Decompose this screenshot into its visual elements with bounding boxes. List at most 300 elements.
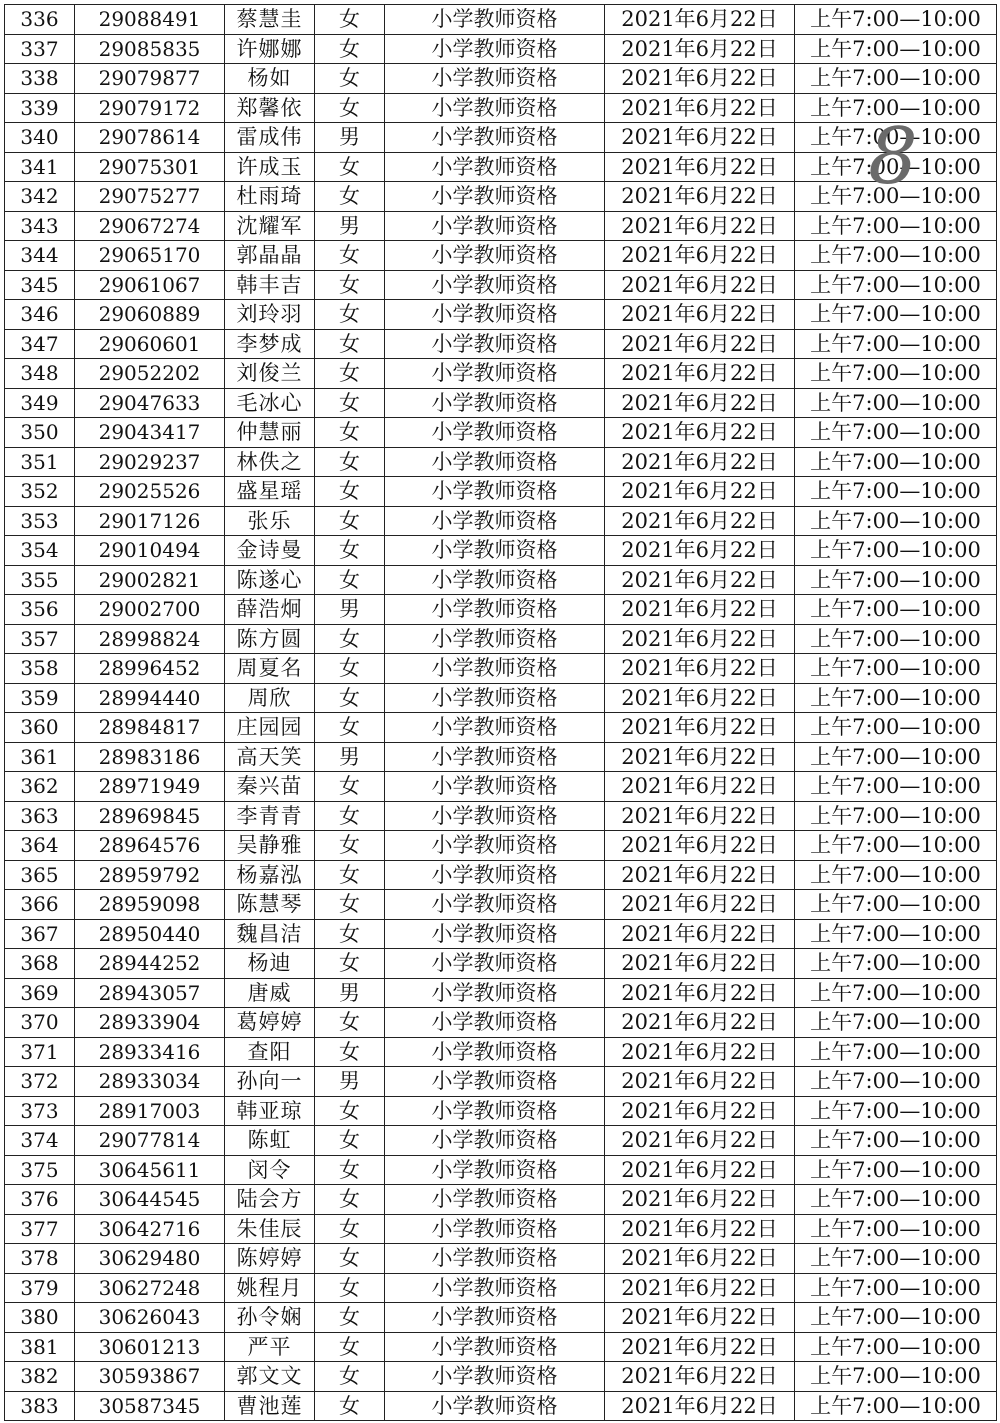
table-row <box>5 34 997 64</box>
table-row <box>5 772 997 802</box>
candidate-id-cell: 28950440 <box>75 919 225 949</box>
subject-cell: 小学教师资格 <box>385 713 605 743</box>
subject-cell: 小学教师资格 <box>385 654 605 684</box>
exam-date-cell: 2021年6月22日 <box>605 1096 795 1126</box>
candidate-id-cell: 30587345 <box>75 1391 225 1421</box>
exam-time-cell: 上午7:00—10:00 <box>795 595 997 625</box>
gender-cell: 女 <box>315 1244 385 1274</box>
table-body <box>5 5 997 1421</box>
table-row <box>5 211 997 241</box>
candidate-id-cell: 28933034 <box>75 1067 225 1097</box>
exam-time-cell: 上午7:00—10:00 <box>795 1008 997 1038</box>
candidate-id-cell: 30642716 <box>75 1214 225 1244</box>
exam-time-cell: 上午7:00—10:00 <box>795 919 997 949</box>
subject-cell: 小学教师资格 <box>385 860 605 890</box>
subject-cell: 小学教师资格 <box>385 359 605 389</box>
table-row <box>5 919 997 949</box>
row-number-cell: 341 <box>5 152 75 182</box>
candidate-name-cell: 郭文文 <box>225 1362 315 1392</box>
table-row <box>5 742 997 772</box>
candidate-name-cell: 韩亚琼 <box>225 1096 315 1126</box>
table-row <box>5 1391 997 1421</box>
subject-cell: 小学教师资格 <box>385 949 605 979</box>
gender-cell: 女 <box>315 713 385 743</box>
candidate-name-cell: 张乐 <box>225 506 315 536</box>
candidate-id-cell: 30593867 <box>75 1362 225 1392</box>
subject-cell: 小学教师资格 <box>385 1332 605 1362</box>
candidate-id-cell: 29043417 <box>75 418 225 448</box>
row-number-cell: 376 <box>5 1185 75 1215</box>
row-number-cell: 372 <box>5 1067 75 1097</box>
table-row <box>5 93 997 123</box>
candidate-name-cell: 蔡慧圭 <box>225 5 315 35</box>
exam-time-cell: 上午7:00—10:00 <box>795 388 997 418</box>
candidate-name-cell: 孙令娴 <box>225 1303 315 1333</box>
candidate-id-cell: 30629480 <box>75 1244 225 1274</box>
table-row <box>5 477 997 507</box>
exam-date-cell: 2021年6月22日 <box>605 801 795 831</box>
exam-date-cell: 2021年6月22日 <box>605 506 795 536</box>
row-number-cell: 336 <box>5 5 75 35</box>
gender-cell: 女 <box>315 1273 385 1303</box>
subject-cell: 小学教师资格 <box>385 241 605 271</box>
exam-date-cell: 2021年6月22日 <box>605 683 795 713</box>
candidate-table <box>4 4 997 1421</box>
row-number-cell: 351 <box>5 447 75 477</box>
table-row <box>5 329 997 359</box>
subject-cell: 小学教师资格 <box>385 93 605 123</box>
exam-date-cell: 2021年6月22日 <box>605 241 795 271</box>
exam-time-cell: 上午7:00—10:00 <box>795 890 997 920</box>
candidate-id-cell: 29075301 <box>75 152 225 182</box>
candidate-id-cell: 29079172 <box>75 93 225 123</box>
gender-cell: 女 <box>315 241 385 271</box>
gender-cell: 女 <box>315 1362 385 1392</box>
exam-time-cell: 上午7:00—10:00 <box>795 64 997 94</box>
table-row <box>5 831 997 861</box>
candidate-name-cell: 陆会方 <box>225 1185 315 1215</box>
candidate-id-cell: 28917003 <box>75 1096 225 1126</box>
candidate-id-cell: 29047633 <box>75 388 225 418</box>
table-row <box>5 1214 997 1244</box>
subject-cell: 小学教师资格 <box>385 34 605 64</box>
exam-date-cell: 2021年6月22日 <box>605 5 795 35</box>
subject-cell: 小学教师资格 <box>385 123 605 153</box>
table-row <box>5 447 997 477</box>
candidate-id-cell: 28933904 <box>75 1008 225 1038</box>
candidate-name-cell: 许成玉 <box>225 152 315 182</box>
gender-cell: 女 <box>315 654 385 684</box>
subject-cell: 小学教师资格 <box>385 1126 605 1156</box>
row-number-cell: 374 <box>5 1126 75 1156</box>
row-number-cell: 349 <box>5 388 75 418</box>
gender-cell: 男 <box>315 978 385 1008</box>
gender-cell: 女 <box>315 772 385 802</box>
table-row <box>5 683 997 713</box>
exam-date-cell: 2021年6月22日 <box>605 93 795 123</box>
candidate-id-cell: 29085835 <box>75 34 225 64</box>
candidate-id-cell: 29061067 <box>75 270 225 300</box>
candidate-id-cell: 28984817 <box>75 713 225 743</box>
gender-cell: 女 <box>315 418 385 448</box>
subject-cell: 小学教师资格 <box>385 1214 605 1244</box>
candidate-name-cell: 庄园园 <box>225 713 315 743</box>
exam-time-cell: 上午7:00—10:00 <box>795 1244 997 1274</box>
exam-time-cell: 上午7:00—10:00 <box>795 182 997 212</box>
candidate-id-cell: 30644545 <box>75 1185 225 1215</box>
exam-time-cell: 上午7:00—10:00 <box>795 1155 997 1185</box>
candidate-id-cell: 29067274 <box>75 211 225 241</box>
candidate-name-cell: 高天笑 <box>225 742 315 772</box>
exam-time-cell: 上午7:00—10:00 <box>795 978 997 1008</box>
exam-date-cell: 2021年6月22日 <box>605 595 795 625</box>
exam-time-cell: 上午7:00—10:00 <box>795 270 997 300</box>
candidate-name-cell: 沈耀军 <box>225 211 315 241</box>
table-row <box>5 1008 997 1038</box>
gender-cell: 女 <box>315 1391 385 1421</box>
candidate-id-cell: 29075277 <box>75 182 225 212</box>
row-number-cell: 383 <box>5 1391 75 1421</box>
candidate-name-cell: 陈慧琴 <box>225 890 315 920</box>
gender-cell: 男 <box>315 211 385 241</box>
gender-cell: 女 <box>315 801 385 831</box>
table-row <box>5 565 997 595</box>
candidate-id-cell: 29077814 <box>75 1126 225 1156</box>
exam-date-cell: 2021年6月22日 <box>605 152 795 182</box>
subject-cell: 小学教师资格 <box>385 801 605 831</box>
table-row <box>5 418 997 448</box>
row-number-cell: 368 <box>5 949 75 979</box>
exam-date-cell: 2021年6月22日 <box>605 1067 795 1097</box>
table-row <box>5 1273 997 1303</box>
row-number-cell: 371 <box>5 1037 75 1067</box>
exam-time-cell: 上午7:00—10:00 <box>795 831 997 861</box>
candidate-name-cell: 盛星瑶 <box>225 477 315 507</box>
table-row <box>5 536 997 566</box>
row-number-cell: 353 <box>5 506 75 536</box>
exam-date-cell: 2021年6月22日 <box>605 978 795 1008</box>
table-row <box>5 359 997 389</box>
subject-cell: 小学教师资格 <box>385 477 605 507</box>
row-number-cell: 350 <box>5 418 75 448</box>
subject-cell: 小学教师资格 <box>385 1008 605 1038</box>
exam-date-cell: 2021年6月22日 <box>605 1303 795 1333</box>
row-number-cell: 362 <box>5 772 75 802</box>
candidate-name-cell: 刘俊兰 <box>225 359 315 389</box>
exam-time-cell: 上午7:00—10:00 <box>795 359 997 389</box>
gender-cell: 女 <box>315 1126 385 1156</box>
subject-cell: 小学教师资格 <box>385 1185 605 1215</box>
subject-cell: 小学教师资格 <box>385 300 605 330</box>
candidate-id-cell: 28998824 <box>75 624 225 654</box>
exam-date-cell: 2021年6月22日 <box>605 860 795 890</box>
exam-date-cell: 2021年6月22日 <box>605 1332 795 1362</box>
candidate-id-cell: 28933416 <box>75 1037 225 1067</box>
exam-date-cell: 2021年6月22日 <box>605 1244 795 1274</box>
row-number-cell: 343 <box>5 211 75 241</box>
table-row <box>5 270 997 300</box>
table-row <box>5 624 997 654</box>
candidate-id-cell: 28959792 <box>75 860 225 890</box>
table-row <box>5 506 997 536</box>
row-number-cell: 345 <box>5 270 75 300</box>
exam-date-cell: 2021年6月22日 <box>605 1155 795 1185</box>
gender-cell: 女 <box>315 1037 385 1067</box>
subject-cell: 小学教师资格 <box>385 742 605 772</box>
exam-time-cell: 上午7:00—10:00 <box>795 624 997 654</box>
row-number-cell: 338 <box>5 64 75 94</box>
exam-date-cell: 2021年6月22日 <box>605 123 795 153</box>
candidate-id-cell: 30645611 <box>75 1155 225 1185</box>
row-number-cell: 357 <box>5 624 75 654</box>
gender-cell: 女 <box>315 1096 385 1126</box>
exam-time-cell: 上午7:00—10:00 <box>795 1214 997 1244</box>
row-number-cell: 364 <box>5 831 75 861</box>
gender-cell: 男 <box>315 123 385 153</box>
exam-time-cell: 上午7:00—10:00 <box>795 93 997 123</box>
subject-cell: 小学教师资格 <box>385 182 605 212</box>
gender-cell: 女 <box>315 919 385 949</box>
subject-cell: 小学教师资格 <box>385 5 605 35</box>
candidate-id-cell: 29060889 <box>75 300 225 330</box>
exam-time-cell: 上午7:00—10:00 <box>795 1096 997 1126</box>
exam-date-cell: 2021年6月22日 <box>605 742 795 772</box>
exam-time-cell: 上午7:00—10:00 <box>795 300 997 330</box>
exam-date-cell: 2021年6月22日 <box>605 64 795 94</box>
row-number-cell: 358 <box>5 654 75 684</box>
exam-date-cell: 2021年6月22日 <box>605 300 795 330</box>
candidate-id-cell: 30601213 <box>75 1332 225 1362</box>
subject-cell: 小学教师资格 <box>385 1155 605 1185</box>
exam-time-cell: 上午7:00—10:00 <box>795 418 997 448</box>
gender-cell: 女 <box>315 1214 385 1244</box>
subject-cell: 小学教师资格 <box>385 919 605 949</box>
row-number-cell: 347 <box>5 329 75 359</box>
row-number-cell: 375 <box>5 1155 75 1185</box>
subject-cell: 小学教师资格 <box>385 388 605 418</box>
exam-time-cell: 上午7:00—10:00 <box>795 506 997 536</box>
exam-time-cell: 上午7:00—10:00 <box>795 860 997 890</box>
candidate-id-cell: 28996452 <box>75 654 225 684</box>
gender-cell: 女 <box>315 329 385 359</box>
row-number-cell: 361 <box>5 742 75 772</box>
exam-time-cell: 上午7:00—10:00 <box>795 5 997 35</box>
subject-cell: 小学教师资格 <box>385 1391 605 1421</box>
subject-cell: 小学教师资格 <box>385 211 605 241</box>
exam-time-cell: 上午7:00—10:00 <box>795 447 997 477</box>
exam-time-cell: 上午7:00—10:00 <box>795 1303 997 1333</box>
candidate-name-cell: 仲慧丽 <box>225 418 315 448</box>
exam-date-cell: 2021年6月22日 <box>605 1185 795 1215</box>
table-row <box>5 595 997 625</box>
table-row <box>5 123 997 153</box>
table-row <box>5 1185 997 1215</box>
candidate-name-cell: 唐威 <box>225 978 315 1008</box>
row-number-cell: 337 <box>5 34 75 64</box>
exam-date-cell: 2021年6月22日 <box>605 1037 795 1067</box>
gender-cell: 女 <box>315 34 385 64</box>
candidate-id-cell: 28964576 <box>75 831 225 861</box>
subject-cell: 小学教师资格 <box>385 1244 605 1274</box>
row-number-cell: 380 <box>5 1303 75 1333</box>
subject-cell: 小学教师资格 <box>385 506 605 536</box>
row-number-cell: 370 <box>5 1008 75 1038</box>
candidate-id-cell: 29010494 <box>75 536 225 566</box>
candidate-id-cell: 30626043 <box>75 1303 225 1333</box>
row-number-cell: 356 <box>5 595 75 625</box>
row-number-cell: 381 <box>5 1332 75 1362</box>
exam-date-cell: 2021年6月22日 <box>605 1008 795 1038</box>
candidate-name-cell: 杜雨琦 <box>225 182 315 212</box>
candidate-id-cell: 30627248 <box>75 1273 225 1303</box>
gender-cell: 女 <box>315 506 385 536</box>
exam-date-cell: 2021年6月22日 <box>605 772 795 802</box>
table-row <box>5 1096 997 1126</box>
row-number-cell: 378 <box>5 1244 75 1274</box>
table-row <box>5 713 997 743</box>
gender-cell: 女 <box>315 359 385 389</box>
exam-time-cell: 上午7:00—10:00 <box>795 801 997 831</box>
candidate-id-cell: 28943057 <box>75 978 225 1008</box>
exam-date-cell: 2021年6月22日 <box>605 949 795 979</box>
candidate-name-cell: 雷成伟 <box>225 123 315 153</box>
exam-date-cell: 2021年6月22日 <box>605 1273 795 1303</box>
gender-cell: 女 <box>315 477 385 507</box>
exam-date-cell: 2021年6月22日 <box>605 329 795 359</box>
candidate-name-cell: 杨嘉泓 <box>225 860 315 890</box>
candidate-id-cell: 28944252 <box>75 949 225 979</box>
exam-date-cell: 2021年6月22日 <box>605 359 795 389</box>
subject-cell: 小学教师资格 <box>385 64 605 94</box>
candidate-id-cell: 29088491 <box>75 5 225 35</box>
table-row <box>5 1126 997 1156</box>
gender-cell: 女 <box>315 1008 385 1038</box>
row-number-cell: 366 <box>5 890 75 920</box>
subject-cell: 小学教师资格 <box>385 978 605 1008</box>
exam-date-cell: 2021年6月22日 <box>605 1214 795 1244</box>
subject-cell: 小学教师资格 <box>385 329 605 359</box>
candidate-name-cell: 毛冰心 <box>225 388 315 418</box>
candidate-id-cell: 28983186 <box>75 742 225 772</box>
gender-cell: 女 <box>315 447 385 477</box>
table-row <box>5 1303 997 1333</box>
gender-cell: 女 <box>315 1185 385 1215</box>
table-row <box>5 890 997 920</box>
exam-time-cell: 上午7:00—10:00 <box>795 1126 997 1156</box>
table-row <box>5 241 997 271</box>
subject-cell: 小学教师资格 <box>385 890 605 920</box>
gender-cell: 女 <box>315 624 385 654</box>
subject-cell: 小学教师资格 <box>385 565 605 595</box>
exam-time-cell: 上午7:00—10:00 <box>795 949 997 979</box>
candidate-id-cell: 29002700 <box>75 595 225 625</box>
gender-cell: 女 <box>315 388 385 418</box>
exam-time-cell: 上午7:00—10:00 <box>795 123 997 153</box>
exam-date-cell: 2021年6月22日 <box>605 34 795 64</box>
subject-cell: 小学教师资格 <box>385 418 605 448</box>
page-number-mark: 8 <box>868 112 918 202</box>
exam-date-cell: 2021年6月22日 <box>605 1126 795 1156</box>
exam-time-cell: 上午7:00—10:00 <box>795 477 997 507</box>
table-row <box>5 5 997 35</box>
table-row <box>5 182 997 212</box>
exam-time-cell: 上午7:00—10:00 <box>795 1391 997 1421</box>
subject-cell: 小学教师资格 <box>385 1096 605 1126</box>
table-row <box>5 1332 997 1362</box>
exam-time-cell: 上午7:00—10:00 <box>795 654 997 684</box>
candidate-name-cell: 秦兴苗 <box>225 772 315 802</box>
gender-cell: 女 <box>315 93 385 123</box>
gender-cell: 女 <box>315 860 385 890</box>
candidate-name-cell: 魏昌洁 <box>225 919 315 949</box>
exam-date-cell: 2021年6月22日 <box>605 211 795 241</box>
table-row <box>5 1244 997 1274</box>
exam-date-cell: 2021年6月22日 <box>605 182 795 212</box>
row-number-cell: 355 <box>5 565 75 595</box>
row-number-cell: 359 <box>5 683 75 713</box>
exam-time-cell: 上午7:00—10:00 <box>795 241 997 271</box>
candidate-name-cell: 李梦成 <box>225 329 315 359</box>
row-number-cell: 377 <box>5 1214 75 1244</box>
exam-date-cell: 2021年6月22日 <box>605 270 795 300</box>
row-number-cell: 352 <box>5 477 75 507</box>
table-row <box>5 300 997 330</box>
subject-cell: 小学教师资格 <box>385 624 605 654</box>
exam-time-cell: 上午7:00—10:00 <box>795 1067 997 1097</box>
exam-date-cell: 2021年6月22日 <box>605 713 795 743</box>
subject-cell: 小学教师资格 <box>385 683 605 713</box>
exam-date-cell: 2021年6月22日 <box>605 447 795 477</box>
candidate-id-cell: 29079877 <box>75 64 225 94</box>
candidate-name-cell: 陈虹 <box>225 1126 315 1156</box>
candidate-name-cell: 周夏名 <box>225 654 315 684</box>
exam-time-cell: 上午7:00—10:00 <box>795 152 997 182</box>
table-row <box>5 388 997 418</box>
row-number-cell: 344 <box>5 241 75 271</box>
gender-cell: 男 <box>315 595 385 625</box>
exam-time-cell: 上午7:00—10:00 <box>795 1037 997 1067</box>
exam-date-cell: 2021年6月22日 <box>605 536 795 566</box>
exam-time-cell: 上午7:00—10:00 <box>795 713 997 743</box>
candidate-id-cell: 29002821 <box>75 565 225 595</box>
candidate-name-cell: 陈方圆 <box>225 624 315 654</box>
candidate-id-cell: 29060601 <box>75 329 225 359</box>
subject-cell: 小学教师资格 <box>385 1362 605 1392</box>
subject-cell: 小学教师资格 <box>385 1303 605 1333</box>
candidate-name-cell: 朱佳辰 <box>225 1214 315 1244</box>
gender-cell: 女 <box>315 683 385 713</box>
candidate-id-cell: 29017126 <box>75 506 225 536</box>
candidate-name-cell: 金诗曼 <box>225 536 315 566</box>
exam-time-cell: 上午7:00—10:00 <box>795 1185 997 1215</box>
exam-time-cell: 上午7:00—10:00 <box>795 329 997 359</box>
row-number-cell: 367 <box>5 919 75 949</box>
row-number-cell: 348 <box>5 359 75 389</box>
subject-cell: 小学教师资格 <box>385 831 605 861</box>
exam-date-cell: 2021年6月22日 <box>605 624 795 654</box>
gender-cell: 女 <box>315 1303 385 1333</box>
table-row <box>5 1037 997 1067</box>
gender-cell: 女 <box>315 300 385 330</box>
exam-date-cell: 2021年6月22日 <box>605 565 795 595</box>
candidate-name-cell: 孙向一 <box>225 1067 315 1097</box>
table-row <box>5 978 997 1008</box>
gender-cell: 女 <box>315 949 385 979</box>
table-row <box>5 64 997 94</box>
table-row <box>5 1155 997 1185</box>
candidate-name-cell: 严平 <box>225 1332 315 1362</box>
candidate-name-cell: 杨如 <box>225 64 315 94</box>
